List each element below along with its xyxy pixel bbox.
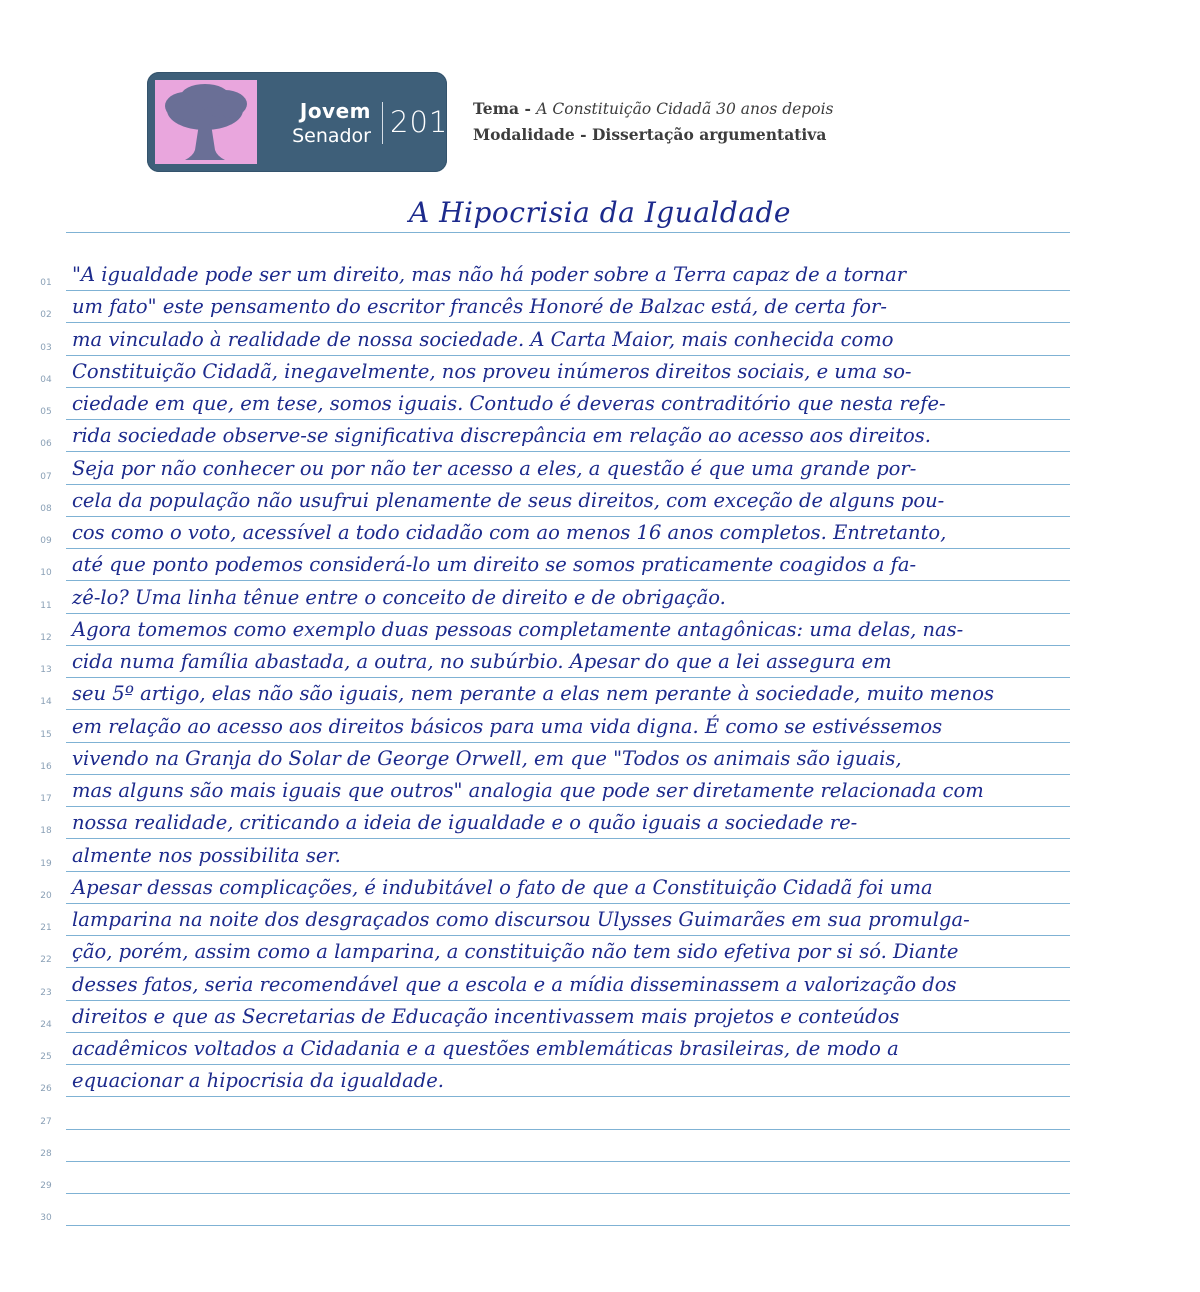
line-number: 05 bbox=[40, 407, 52, 417]
line-number: 29 bbox=[40, 1181, 52, 1191]
handwritten-line: rida sociedade observe-se significativa discrepância em relação ao acesso aos direitos. bbox=[72, 424, 931, 447]
line-number: 17 bbox=[40, 794, 52, 804]
handwritten-line: nossa realidade, criticando a ideia de igualdade e o quão iguais a sociedade re- bbox=[72, 811, 858, 834]
modalidade-label: Modalidade - bbox=[473, 125, 587, 144]
line-number: 12 bbox=[40, 633, 52, 643]
line-number: 23 bbox=[40, 988, 52, 998]
handwritten-line: zê-lo? Uma linha tênue entre o conceito de direito e de obrigação. bbox=[72, 586, 726, 609]
handwritten-line: direitos e que as Secretarias de Educação incentivassem mais projetos e conteúdos bbox=[72, 1005, 900, 1028]
handwritten-line bbox=[72, 1166, 1068, 1194]
handwritten-line: Apesar dessas complicações, é indubitável o fato de que a Constituição Cidadã foi uma bbox=[72, 876, 933, 899]
line-number: 22 bbox=[40, 955, 52, 965]
line-number: 04 bbox=[40, 375, 52, 385]
line-number: 25 bbox=[40, 1052, 52, 1062]
line-number: 18 bbox=[40, 826, 52, 836]
title-rule bbox=[66, 232, 1070, 233]
handwritten-line: Seja por não conhecer ou por não ter acesso a eles, a questão é que uma grande por- bbox=[72, 457, 917, 480]
tema-line bbox=[473, 99, 834, 118]
line-number: 26 bbox=[40, 1084, 52, 1094]
logo-title: Jovem bbox=[299, 99, 371, 123]
handwritten-line: ma vinculado à realidade de nossa sociedade. A Carta Maior, mais conhecida como bbox=[72, 328, 894, 351]
line-number: 27 bbox=[40, 1117, 52, 1127]
line-number: 16 bbox=[40, 762, 52, 772]
handwritten-line: Constituição Cidadã, inegavelmente, nos proveu inúmeros direitos sociais, e uma so- bbox=[72, 360, 912, 383]
line-number: 08 bbox=[40, 504, 52, 514]
line-number: 30 bbox=[40, 1213, 52, 1223]
handwritten-line: "A igualdade pode ser um direito, mas não há poder sobre a Terra capaz de a tornar bbox=[72, 263, 907, 286]
line-number: 13 bbox=[40, 665, 52, 675]
handwritten-line: equacionar a hipocrisia da igualdade. bbox=[72, 1069, 444, 1092]
handwritten-line: um fato" este pensamento do escritor francês Honoré de Balzac está, de certa for- bbox=[72, 295, 887, 318]
essay-title: A Hipocrisia da Igualdade bbox=[408, 196, 791, 229]
line-number: 21 bbox=[40, 923, 52, 933]
handwritten-line: cida numa família abastada, a outra, no subúrbio. Apesar do que a lei assegura em bbox=[72, 650, 892, 673]
logo-divider bbox=[382, 102, 383, 144]
line-number: 03 bbox=[40, 343, 52, 353]
handwritten-line bbox=[72, 1134, 1068, 1162]
handwritten-line: ciedade em que, em tese, somos iguais. Contudo é deveras contraditório que nesta refe- bbox=[72, 392, 946, 415]
line-number: 19 bbox=[40, 859, 52, 869]
modalidade-value: Dissertação argumentativa bbox=[591, 125, 827, 144]
line-number: 24 bbox=[40, 1020, 52, 1030]
line-number: 01 bbox=[40, 278, 52, 288]
logo-text bbox=[259, 72, 379, 172]
handwritten-line: acadêmicos voltados a Cidadania e a questões emblemáticas brasileiras, de modo a bbox=[72, 1037, 899, 1060]
handwritten-line: cela da população não usufrui plenamente de seus direitos, com exceção de alguns pou- bbox=[72, 489, 945, 512]
handwritten-line: até que ponto podemos considerá-lo um direito se somos praticamente coagidos a fa- bbox=[72, 553, 917, 576]
handwritten-line: seu 5º artigo, elas não são iguais, nem perante a elas nem perante à sociedade, muito menos bbox=[72, 682, 994, 705]
modalidade-line bbox=[473, 125, 826, 144]
line-number: 11 bbox=[40, 601, 52, 611]
handwritten-line: desses fatos, seria recomendável que a escola e a mídia disseminassem a valorização dos bbox=[72, 973, 957, 996]
logo-subtitle: Senador bbox=[292, 125, 371, 147]
handwritten-line: Agora tomemos como exemplo duas pessoas completamente antagônicas: uma delas, nas- bbox=[72, 618, 964, 641]
logo-year: 2018 bbox=[390, 105, 468, 139]
line-number: 20 bbox=[40, 891, 52, 901]
handwritten-line bbox=[72, 1198, 1068, 1226]
line-number: 14 bbox=[40, 697, 52, 707]
handwritten-line: cos como o voto, acessível a todo cidadão com ao menos 16 anos completos. Entretanto, bbox=[72, 521, 947, 544]
tree-icon bbox=[155, 80, 257, 164]
handwritten-line bbox=[72, 1102, 1068, 1130]
line-number: 06 bbox=[40, 439, 52, 449]
line-number: 28 bbox=[40, 1149, 52, 1159]
handwritten-line: ção, porém, assim como a lamparina, a constituição não tem sido efetiva por si só. Diante bbox=[72, 940, 959, 963]
line-number: 02 bbox=[40, 310, 52, 320]
handwritten-line: em relação ao acesso aos direitos básicos para uma vida digna. É como se estivéssemos bbox=[72, 715, 943, 738]
handwritten-line: lamparina na noite dos desgraçados como discursou Ulysses Guimarães em sua promulga- bbox=[72, 908, 970, 931]
tema-label: Tema - bbox=[473, 99, 531, 118]
tema-value: A Constituição Cidadã 30 anos depois bbox=[536, 100, 834, 118]
line-number: 09 bbox=[40, 536, 52, 546]
jovem-senador-logo bbox=[147, 72, 468, 172]
handwritten-line: almente nos possibilita ser. bbox=[72, 844, 341, 867]
handwritten-line: mas alguns são mais iguais que outros" analogia que pode ser diretamente relacionada com bbox=[72, 779, 984, 802]
line-number: 15 bbox=[40, 730, 52, 740]
line-number: 07 bbox=[40, 472, 52, 482]
handwritten-line: vivendo na Granja do Solar de George Orwell, em que "Todos os animais são iguais, bbox=[72, 747, 902, 770]
line-number: 10 bbox=[40, 568, 52, 578]
